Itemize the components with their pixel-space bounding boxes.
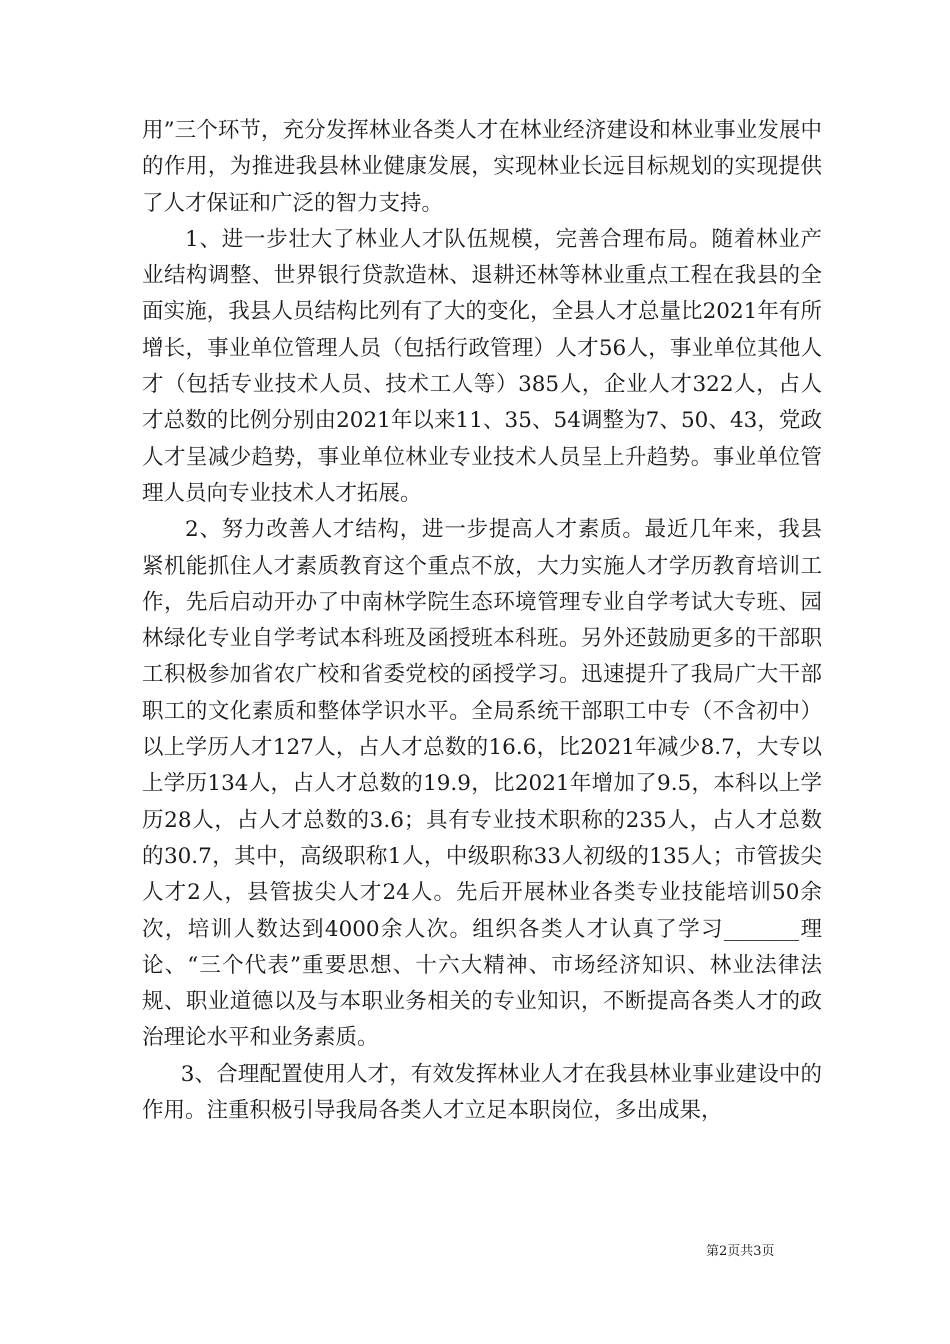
page-number-footer: 第2页共3页	[706, 1244, 775, 1259]
paragraph-talent-structure: 2、努力改善人才结构，进一步提高人才素质。最近几年来，我县紧机能抓住人才素质教育这个重点不放，大力实施人才学历教育培训工作，先后启动开办了中南林学院生态环境管理专业自学考试大专班、园林绿化专业自学考试本科班及函授班本科班。另外还鼓励更多的干部职工积极参加省农广校和省委党校的函授学习。迅速提升了我局广大干部职工的文化素质和整体学识水平。全局系统干部职工中专（不含初中）以上学历人才127人，占人才总数的16.6，比2021年减少8.7，大专以上学历134人，占人才总数的19.9，比2021年增加了9.5，本科以上学历28人，占人才总数的3.6；具有专业技术职称的235人，占人才总数的30.7，其中，高级职称1人，中级职称33人初级的135人；市管拔尖人才2人，县管拔尖人才24人。先后开展林业各类专业技能培训50余次，培训人数达到4000余人次。组织各类人才认真了学习_______理论、“三个代表”重要思想、十六大精神、市场经济知识、林业法律法规、职业道德以及与本职业务相关的专业知识，不断提高各类人才的政治理论水平和业务素质。	[142, 517, 822, 1051]
paragraph-continuation: 用”三个环节，充分发挥林业各类人才在林业经济建设和林业事业发展中的作用，为推进我县林业健康发展，实现林业长远目标规划的实现提供了人才保证和广泛的智力支持。	[142, 118, 822, 216]
document-body	[142, 113, 822, 1129]
paragraph-talent-allocation: 3、合理配置使用人才，有效发挥林业人才在我县林业事业建设中的作用。注重积极引导我局各类人才立足本职岗位，多出成果，	[142, 1061, 822, 1124]
paragraph-talent-scale: 1、进一步壮大了林业人才队伍规模，完善合理布局。随着林业产业结构调整、世界银行贷款造林、退耕还林等林业重点工程在我县的全面实施，我县人员结构比列有了大的变化，全县人才总量比2021年有所增长，事业单位管理人员（包括行政管理）人才56人，事业单位其他人才（包括专业技术人员、技术工人等）385人，企业人才322人，占人才总数的比例分别由2021年以来11、35、54调整为7、50、43，党政人才呈减少趋势，事业单位林业专业技术人员呈上升趋势。事业单位管理人员向专业技术人才拓展。	[142, 226, 822, 506]
